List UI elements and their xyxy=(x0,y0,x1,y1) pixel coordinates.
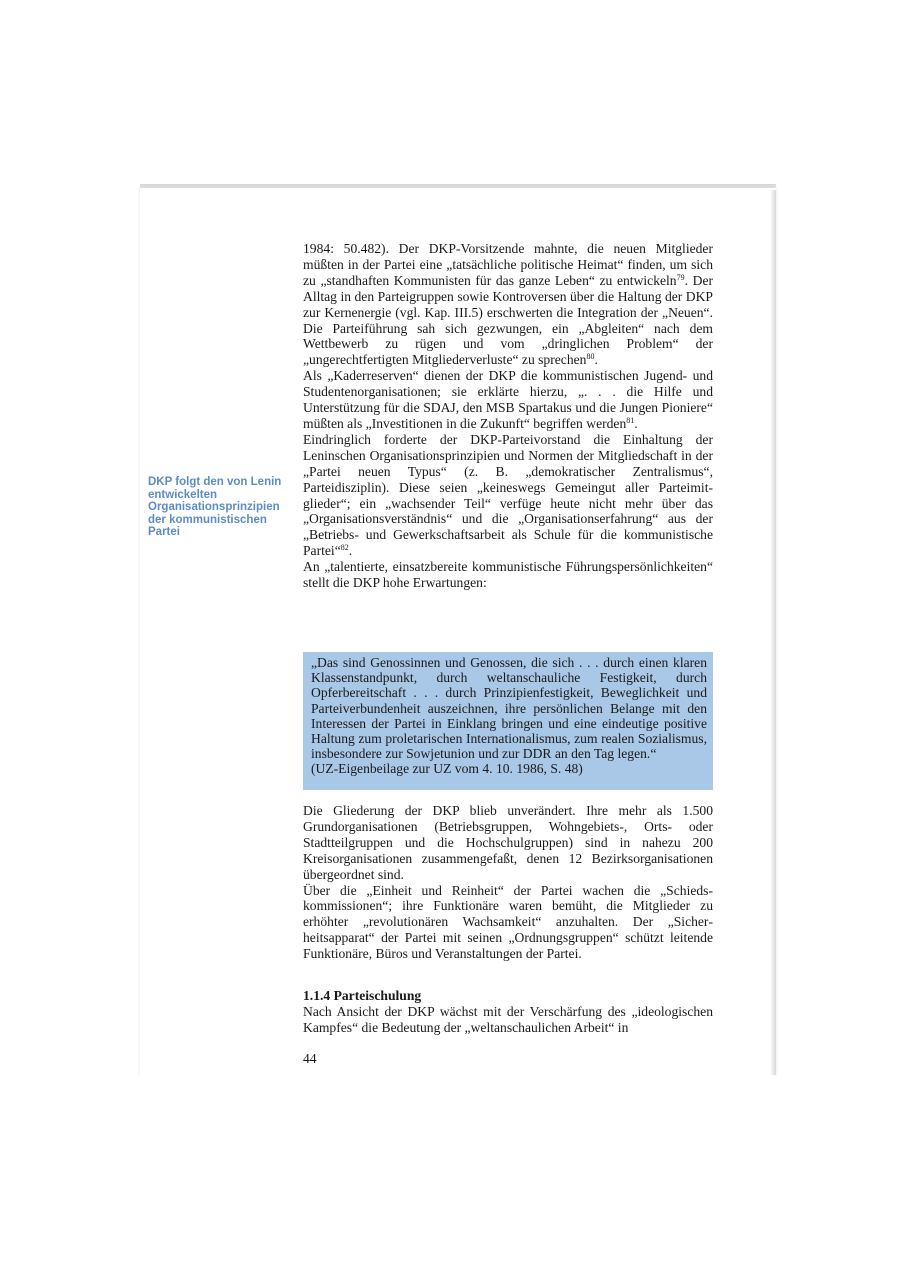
footnote-ref-79: 79 xyxy=(676,272,685,282)
paragraph-2: Als „Kaderreserven“ dienen der DKP die kommunistischen Jugend- und Studentenorganisationen; sie erklärte hierzu, „. . . die Hilfe und Unterstützung für die SDAJ, den MSB Spartakus und die Jungen Pioniere“ müßten als „Investitionen in die Zukunft“ begriffen werden$^{81}$. xyxy=(303,368,713,431)
page-number: 44 xyxy=(303,1051,317,1066)
paragraph-1: 1984: 50.482). Der DKP-Vorsitzende mahnte, die neuen Mitglieder müßten in der Partei eine „tatsächliche politische Heimat“ finden, um sich zu „standhaften Kommunisten für das ganze Leben“ zu entwickeln$^{79}$. Der Alltag in den Parteigruppen sowie Kontroversen über die Haltung der DKP zur Kernenergie (vgl. Kap. III.5) erschwerten die Integration der „Neuen“. Die Parteiführung sah sich gezwungen, ein „Abgleiten“ nach dem Wettbewerb zu rügen und vom „dringlichen Problem“ der „ungerechtfertigten Mitgliederverluste“ zu sprechen$^{80}$. xyxy=(303,241,713,368)
main-text-upper xyxy=(303,241,713,591)
footnote-ref-81: 81 xyxy=(626,415,635,425)
main-text-final xyxy=(303,1004,713,1036)
margin-note: DKP folgt den von Lenin entwickelten Organisationsprinzipien der kommunistischen Partei xyxy=(148,476,282,538)
main-text-lower xyxy=(303,803,713,962)
paragraph-4: An „talentierte, einsatzbereite kommunistische Führungspersönlichkeiten“ stellt die DKP hohe Erwartungen: xyxy=(303,559,713,591)
paragraph-5: Die Gliederung der DKP blieb unverändert. Ihre mehr als 1.500 Grundorganisationen (Betriebsgruppen, Wohngebiets-, Orts- oder Stadtteilgruppen und die Hochschulgruppen) sind in nahezu 200 Kreisorganisationen zusammengefaßt, denen 12 Bezirksorganisationen übergeordnet sind. xyxy=(303,803,713,882)
paragraph-6: Über die „Einheit und Reinheit“ der Partei wachen die „Schiedskommissionen“; ihre Funktionäre waren bemüht, die Mitglieder zu erhöhter „revolutionären Wachsamkeit“ anzuhalten. Der „Sicherheitsapparat“ der Partei mit seinen „Ordnungsgruppen“ schützt leitende Funktionäre, Büros und Veranstaltungen der Partei. xyxy=(303,882,713,962)
paragraph-3: Eindringlich forderte der DKP-Parteivorstand die Einhaltung der Leninschen Organisationsprinzipien und Normen der Mitgliedschaft in der „Partei neuen Typus“ (z. B. „demokratischer Zentralismus“, Parteidisziplin). Diese seien „keineswegs Gemeingut aller Parteimitglieder“; ein „wachsender Teil“ verfüge heute nicht mehr über das „Organisationsverständnis“ und die „Organisationserfahrung“ aus der „Betriebs- und Gewerkschaftsarbeit als Schule für die kommunistische Partei“$^{82}$. xyxy=(303,431,713,559)
quote-box xyxy=(303,652,713,790)
paragraph-7: Nach Ansicht der DKP wächst mit der Verschärfung des „ideologischen Kampfes“ die Bedeutung der „weltanschaulichen Arbeit“ in xyxy=(303,1004,713,1035)
quote-source: (UZ-Eigenbeilage zur UZ vom 4. 10. 1986, S. 48) xyxy=(311,761,583,777)
page-edge-right xyxy=(770,190,776,1075)
quote-text: „Das sind Genossinnen und Genossen, die sich . . . durch einen klaren Klassenstandpunkt, durch weltanschauliche Festigkeit, durch Opferbereitschaft . . . durch Prinzipienfestigkeit, Beweglichkeit und Parteiverbundenheit auszeichnen, ihre persönlichen Belange mit den Interessen der Partei in Einklang bringen und eine eindeutige positive Haltung zum proletarischen Internationalismus, zum realen Sozialismus, insbesondere zur Sowjetunion und zur DDR an den Tag legen.“ xyxy=(311,655,707,762)
footnote-ref-80: 80 xyxy=(586,352,595,362)
footnote-ref-82: 82 xyxy=(340,543,349,553)
section-heading: 1.1.4 Parteischulung xyxy=(303,988,422,1003)
